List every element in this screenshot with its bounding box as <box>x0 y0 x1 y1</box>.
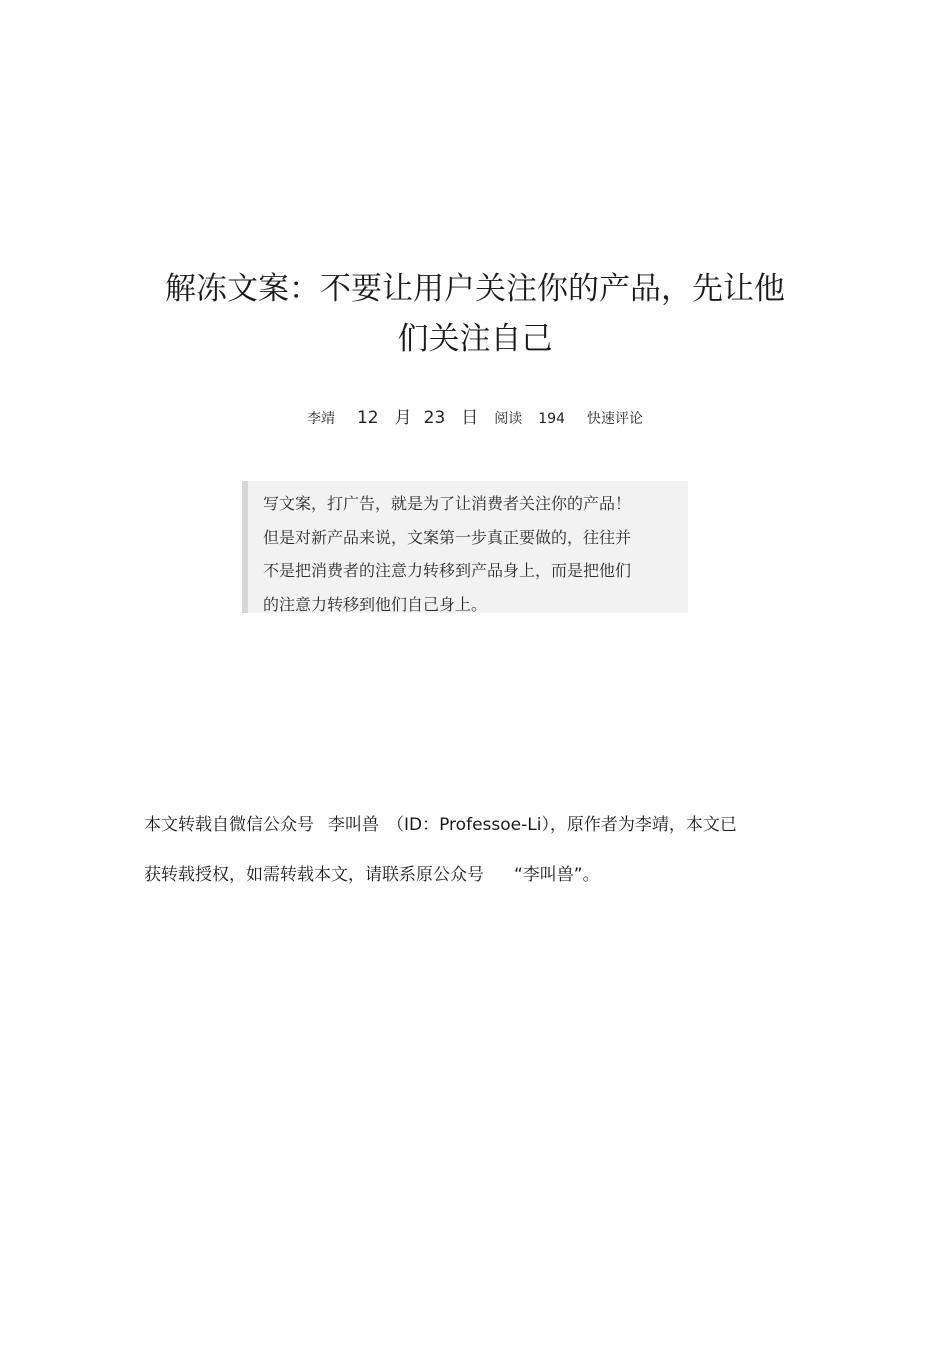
account-name-quoted: “李叫兽”。 <box>514 865 600 885</box>
account-name: 李叫兽 <box>328 815 379 835</box>
repost-text: ），原作者为李靖，本文已 <box>541 815 737 835</box>
quote-line: 不是把消费者的注意力转移到产品身上，而是把他们 <box>263 561 632 580</box>
quote-line: 的注意力转移到他们自己身上。 <box>263 594 488 614</box>
repost-text: 本文转载自微信公众号 <box>144 815 314 835</box>
quote-line: 写文案，打广告，就是为了让消费者关注你的产品！ <box>263 494 632 513</box>
quick-comment-link[interactable]: 快速评论 <box>587 411 643 427</box>
quote-line: 但是对新产品来说，文案第一步真正要做的，往往并 <box>263 527 632 547</box>
author-name: 李靖 <box>306 411 335 427</box>
date-day-number: 23 <box>423 408 446 428</box>
repost-notice-line-1 <box>144 800 804 850</box>
article-meta <box>0 406 950 431</box>
article-title-line-2: 们关注自己 <box>397 321 553 357</box>
read-label: 阅读 <box>494 411 523 427</box>
article-title <box>130 264 820 364</box>
repost-text: 获转载授权，如需转载本文，请联系原公众号 <box>144 865 484 885</box>
account-id: Professoe-Li <box>439 815 542 835</box>
date-day-label: 日 <box>461 408 479 428</box>
account-id-prefix: （ID： <box>387 815 440 835</box>
repost-notice <box>144 800 804 900</box>
read-count: 194 <box>538 411 565 427</box>
date-month-number: 12 <box>356 408 379 428</box>
repost-notice-line-2 <box>144 850 804 900</box>
summary-blockquote <box>242 481 688 613</box>
article-title-line-1: 解冻文案：不要让用户关注你的产品，先让他 <box>165 271 785 307</box>
date-month-label: 月 <box>394 408 412 428</box>
